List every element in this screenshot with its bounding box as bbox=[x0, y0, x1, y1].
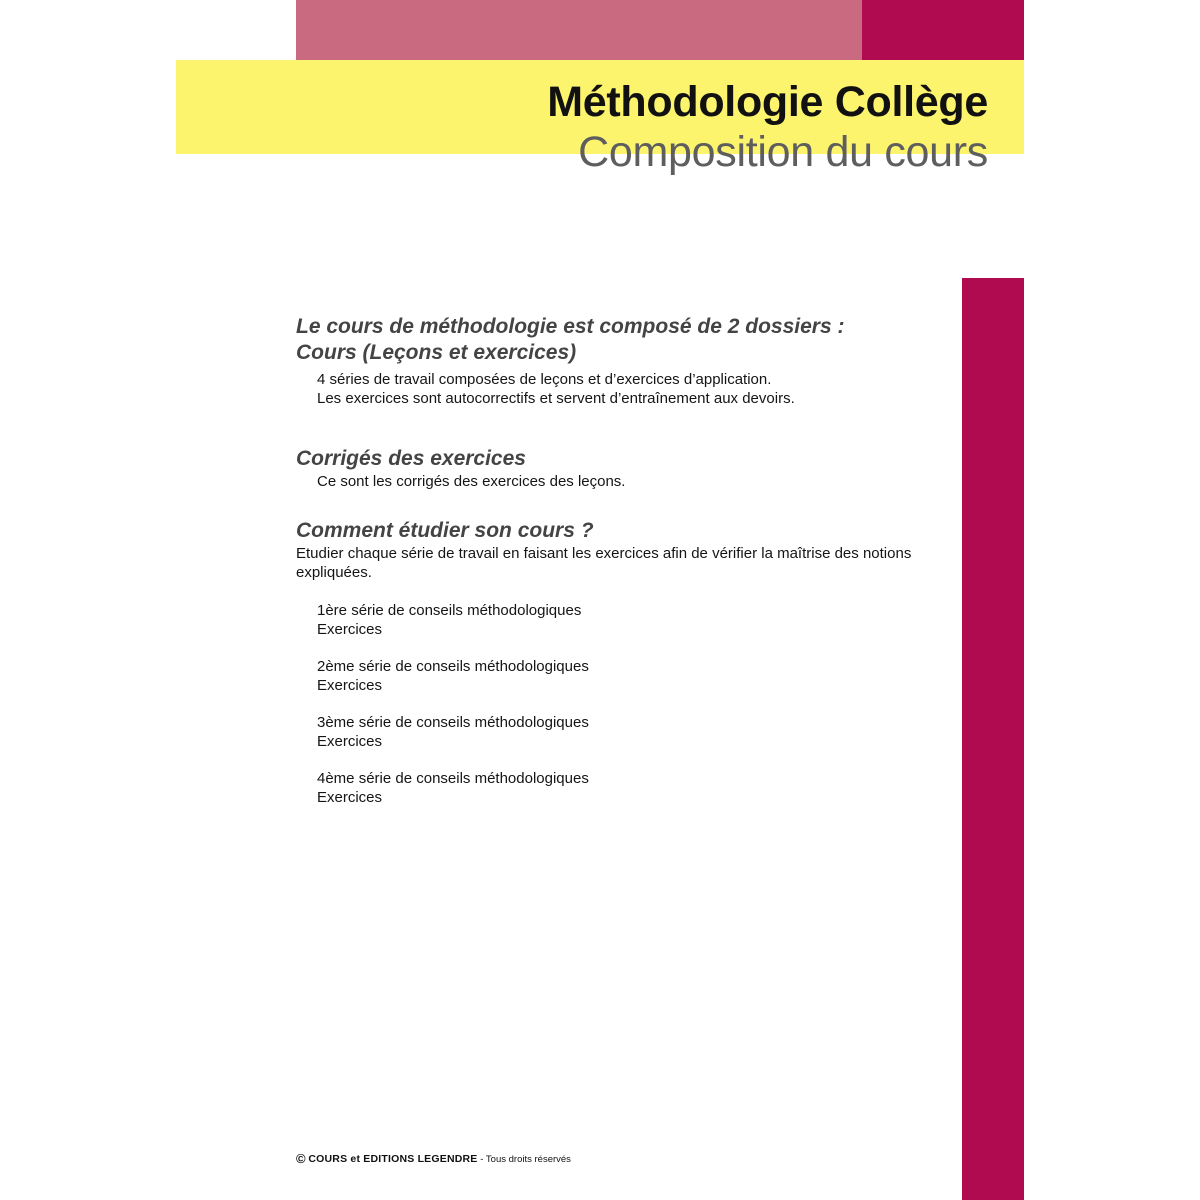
decorative-crimson-band-top bbox=[862, 0, 1024, 60]
decorative-crimson-side-bar bbox=[962, 278, 1024, 1200]
list-item bbox=[296, 601, 936, 639]
series-list bbox=[296, 601, 936, 807]
corriges-heading: Corrigés des exercices bbox=[296, 447, 526, 470]
section-dossiers bbox=[296, 314, 936, 408]
series-title: 4ème série de conseils méthodologiques bbox=[317, 770, 589, 787]
list-item bbox=[296, 657, 936, 695]
section-corriges bbox=[296, 446, 936, 491]
study-description: Etudier chaque série de travail en faisant les exercices afin de vérifier la maîtrise des notions expliquées. bbox=[296, 545, 912, 581]
list-item bbox=[296, 769, 936, 807]
page-title: Méthodologie Collège bbox=[547, 78, 988, 126]
study-heading: Comment étudier son cours ? bbox=[296, 519, 594, 542]
series-exercises: Exercices bbox=[317, 621, 383, 638]
list-item bbox=[296, 713, 936, 751]
copyright-footer bbox=[296, 1151, 571, 1166]
rights-notice: - Tous droits réservés bbox=[480, 1154, 571, 1165]
corriges-description: Ce sont les corrigés des exercices des leçons. bbox=[317, 473, 626, 490]
cours-description-line: 4 séries de travail composées de leçons et d’exercices d’application. bbox=[317, 371, 772, 388]
section-study bbox=[296, 518, 936, 807]
series-title: 3ème série de conseils méthodologiques bbox=[317, 714, 589, 731]
cours-heading: Cours (Leçons et exercices) bbox=[296, 341, 577, 364]
cours-description-line: Les exercices sont autocorrectifs et servent d’entraînement aux devoirs. bbox=[317, 390, 795, 407]
series-title: 2ème série de conseils méthodologiques bbox=[317, 658, 589, 675]
series-title: 1ère série de conseils méthodologiques bbox=[317, 602, 582, 619]
copyright-icon: © bbox=[296, 1151, 306, 1166]
series-exercises: Exercices bbox=[317, 789, 383, 806]
series-exercises: Exercices bbox=[317, 677, 383, 694]
page-subtitle: Composition du cours bbox=[578, 128, 988, 176]
main-content bbox=[296, 314, 936, 825]
decorative-pink-band bbox=[296, 0, 862, 60]
series-exercises: Exercices bbox=[317, 733, 383, 750]
intro-heading: Le cours de méthodologie est composé de 2 dossiers : bbox=[296, 315, 845, 338]
publisher-name: COURS et EDITIONS LEGENDRE bbox=[308, 1153, 478, 1165]
